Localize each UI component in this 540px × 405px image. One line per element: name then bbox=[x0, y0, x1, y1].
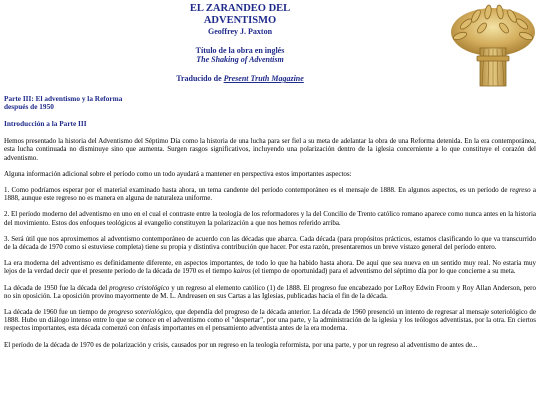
p6-emphasis: kairos bbox=[233, 267, 251, 276]
wheat-sheaf-graphic bbox=[446, 2, 540, 88]
original-title: The Shaking of Adventism bbox=[196, 55, 284, 64]
section-heading-line1: Parte III: El adventismo y la Reforma bbox=[4, 94, 123, 103]
p6-text-c: (el tiempo de oportunidad) para el adventismo del séptimo día por lo que concierne a su meta. bbox=[250, 267, 516, 276]
p6-text-a: La era moderna del adventismo es definidamente diferente, en aspectos importantes, de todo lo que ha habido hasta ahora. De aquí que sea nueva en un sentido muy real. No estaría muy lejos de la verdad decir que el presente período de la década de 1970 es el tiempo bbox=[4, 259, 536, 276]
title-block bbox=[120, 3, 360, 83]
paragraph-2: Alguna información adicional sobre el período como un todo ayudará a mantener en perspectiva estos importantes aspectos: bbox=[4, 169, 352, 178]
paragraph-5: 3. Será útil que nos aproximemos al adventismo contemporáneo de acuerdo con las décadas que abarca. Cada década (para propósitos prácticos, estamos clasificando lo que va transcurrido de la década de 1970 como si estuviese completa) tiene su propia y distintiva contribución que hacer. Por esta razón, presentaremos un breve vistazo general del período entero. bbox=[4, 234, 536, 252]
p7-emphasis: progreso cristológico bbox=[109, 283, 170, 292]
section-heading-line2: después de 1950 bbox=[4, 102, 54, 112]
p3-emphasis: regreso bbox=[509, 186, 531, 195]
translated-by-label: Traducido de bbox=[176, 74, 224, 83]
p3-text-c: a 1888, aunque este regreso no es manera en alguna de naturaleza uniforme. bbox=[4, 186, 536, 203]
page-header bbox=[0, 0, 540, 92]
paragraph-8 bbox=[4, 308, 536, 333]
paragraph-1: Hemos presentado la historia del Adventismo del Séptimo Día como la historia de una lucha para ser fiel a su meta de adelantar la obra de una Reforma detenida. En la era contemporánea, esta lucha continuada no disminuye sino que aumenta. Surgen rasgos significativos, incluyendo una polarización dentro de la iglesia concerniente a lo que constituye el corazón del adventismo. bbox=[4, 137, 536, 162]
intro-heading: Introducción a la Parte III bbox=[4, 118, 87, 128]
p8-text-a: La década de 1960 fue un tiempo de bbox=[4, 308, 109, 317]
main-content bbox=[4, 95, 536, 357]
paragraph-9: El período de la década de 1970 es de polarización y crisis, causados por un regreso en la teología reformista, por una parte, y por un regreso al adventismo de antes de... bbox=[4, 340, 478, 349]
paragraph-6 bbox=[4, 259, 536, 275]
book-title-line1: EL ZARANDEO DEL bbox=[189, 3, 291, 14]
magazine-link[interactable]: Present Truth Magazine bbox=[223, 74, 304, 83]
paragraph-7 bbox=[4, 284, 536, 300]
author-name: Geoffrey J. Paxton bbox=[207, 27, 273, 36]
original-title-label: Título de la obra en inglés bbox=[195, 46, 285, 55]
paragraph-3 bbox=[4, 186, 536, 202]
translation-credit bbox=[120, 74, 360, 83]
paragraph-4: 2. El período moderno del adventismo en uno en el cual el contraste entre la teología de los reformadores y la del Concilio de Trento católico romano aparece como nunca antes en la historia del movimiento. Estos dos enfoques teológicos al evangelio constituyen la polarización a que nos hemos referido arriba. bbox=[4, 210, 536, 227]
p7-text-a: La década de 1950 fue la década del bbox=[4, 283, 110, 292]
section-heading bbox=[4, 95, 536, 112]
book-title-line2: ADVENTISMO bbox=[203, 15, 277, 26]
p7-text-c: y un regreso al elemento católico (1) de 1888. El progreso fue encabezado por LeRoy Edwin Froom y Roy Allan Anderson, pero no sin oposición. La oposición provino mayormente de M. L. Andreasen en sus Cartas a las Iglesias, publicadas hacia el fin de la década. bbox=[4, 283, 536, 300]
wheat-sheaf-icon bbox=[446, 2, 540, 88]
p3-text-a: 1. Como podríamos esperar por el material examinado hasta ahora, un tema candente del período contemporáneo es el mensaje de 1888. En algunos aspectos, es un período de bbox=[4, 186, 510, 195]
p8-emphasis: progreso soteriológico bbox=[108, 308, 172, 317]
p8-text-c: , que dependía del progreso de la década anterior. La década de 1960 presenció un intento de regresar al mensaje soteriológico de 1888. Hubo un diálogo intenso entre lo que se conoce en el adventismo como el "despertar", por una parte, y la administración de la iglesia y los teólogos adventistas, por la otra. En ciertos respectos importantes, esta década comenzó con énfasis importantes en el pensamiento adventista antes de la era moderna. bbox=[4, 308, 537, 333]
